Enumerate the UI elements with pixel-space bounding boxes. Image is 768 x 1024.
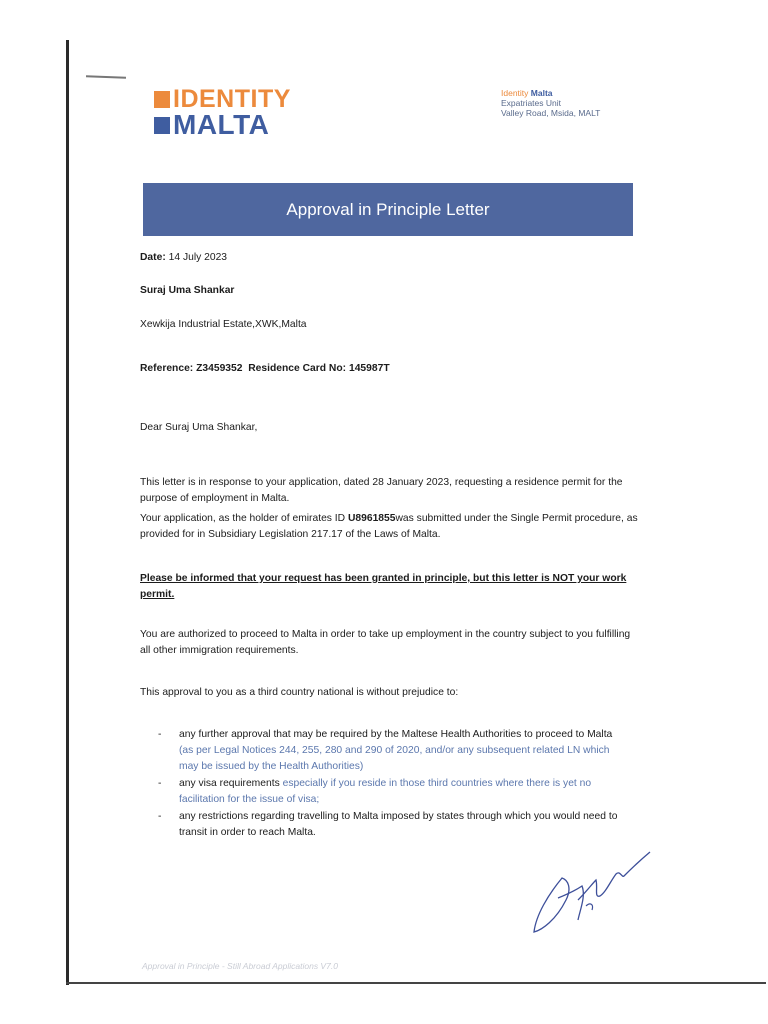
- scan-edge-bottom: [66, 982, 766, 984]
- condition-note: (as per Legal Notices 244, 255, 280 and 290 of 2020, and/or any subsequent related LN which may be issued by the Health Authorities): [179, 745, 610, 772]
- reference-label: Reference:: [140, 363, 194, 374]
- recipient-name: Suraj Uma Shankar: [140, 285, 235, 296]
- paragraph-emirates-id: [140, 511, 640, 543]
- date-label: Date:: [140, 252, 166, 263]
- date-value: 14 July 2023: [168, 252, 228, 263]
- list-item: [158, 776, 628, 808]
- salutation: Dear Suraj Uma Shankar,: [140, 422, 258, 433]
- paragraph-without-prejudice: This approval to you as a third country national is without prejudice to:: [140, 687, 459, 698]
- conditions-list: [158, 727, 628, 842]
- condition-note: especially if you reside in those third countries where there is yet no facilitation for the issue of visa;: [179, 778, 592, 805]
- recipient-address: Xewkija Industrial Estate,XWK,Malta: [140, 319, 307, 330]
- reference-value: Z3459352: [196, 363, 243, 374]
- logo-blue-square-icon: [154, 117, 170, 134]
- condition-text: any restrictions regarding travelling to Malta imposed by states through which you would need to transit in order to reach Malta.: [179, 811, 618, 838]
- sender-org-suffix: Malta: [530, 88, 553, 98]
- reference-line: [140, 361, 390, 377]
- logo-line1: IDENTITY: [173, 85, 291, 113]
- list-dash: -: [158, 811, 162, 822]
- paragraph-authorized: You are authorized to proceed to Malta in order to take up employment in the country subject to you fulfilling all other immigration requirements.: [140, 629, 631, 656]
- list-dash: -: [158, 729, 162, 740]
- paragraph-emirates-id-after: was submitted under the Single Permit procedure, as provided for in Subsidiary Legislation 217.17 of the Laws of Malta.: [140, 513, 638, 540]
- paragraph-emirates-id-before: Your application, as the holder of emirates ID: [140, 513, 348, 524]
- residence-card-label: Residence Card No:: [248, 363, 347, 374]
- sender-org-prefix: Identity: [501, 88, 529, 98]
- sender-street: Valley Road, Msida, MALT: [501, 108, 601, 118]
- sender-unit: Expatriates Unit: [501, 98, 561, 108]
- footer-version: Approval in Principle - Still Abroad Applications V7.0: [142, 961, 338, 971]
- residence-card-value: 145987T: [348, 363, 390, 374]
- list-item: [158, 809, 628, 841]
- logo-line2: MALTA: [173, 109, 270, 140]
- date-line: [140, 250, 227, 266]
- letter-title: Approval in Principle Letter: [286, 199, 490, 219]
- scan-edge-left: [66, 40, 69, 985]
- paragraph-application: This letter is in response to your application, dated 28 January 2023, requesting a residence permit for the purpose of employment in Malta.: [140, 477, 623, 504]
- condition-text: any further approval that may be required by the Maltese Health Authorities to proceed to Malta: [179, 729, 613, 740]
- condition-text: any visa requirements: [179, 778, 280, 789]
- letter-title-banner: [143, 183, 633, 236]
- handwritten-signature: [528, 840, 658, 940]
- list-item: [158, 727, 628, 775]
- notice-not-work-permit: Please be informed that your request has been granted in principle, but this letter is NOT your work permit.: [140, 573, 627, 600]
- identity-malta-logo: [154, 86, 291, 138]
- emirates-id-value: U8961855: [347, 513, 396, 524]
- sender-address: [501, 88, 600, 118]
- logo-orange-square-icon: [154, 91, 170, 108]
- scan-mark: [86, 75, 126, 78]
- list-dash: -: [158, 778, 162, 789]
